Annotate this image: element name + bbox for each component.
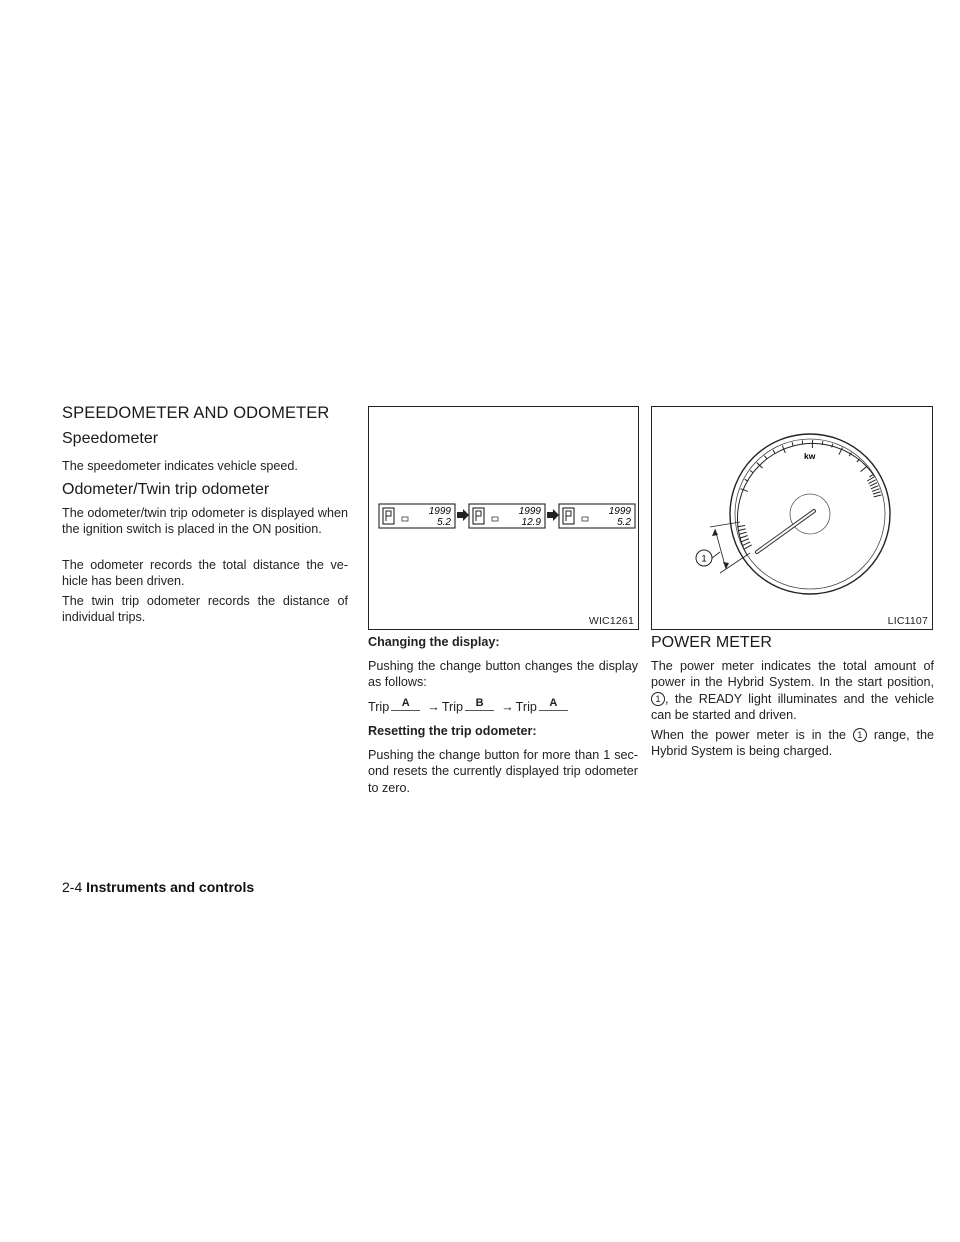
callout-1-icon: 1 [651,692,665,706]
pm-p2a: When the power meter is in the [651,728,846,742]
odometer-paragraph-3: The twin trip odometer records the distance of individual trips. [62,594,348,625]
power-meter-figure [651,406,933,630]
resetting-text: Pushing the change button for more than 1 sec-ond resets the currently displayed trip odometer to zero. [368,748,638,795]
arrow-icon [547,509,559,521]
page-number: 2-4 [62,879,83,895]
odometer-display [559,504,635,528]
arrow-icon [457,509,469,521]
power-meter-paragraph-1 [651,658,934,724]
changing-text: Pushing the change button changes the display as follows: [368,659,638,690]
arrow: → [427,700,440,714]
trip-sequence [368,696,573,714]
odometer-display-figure [368,406,639,630]
figure-code: LIC1107 [887,615,928,627]
pm-p1a: The power meter indicates the total amount of power in the Hybrid System. In the start position, [651,659,934,690]
kw-label: kw [804,451,816,461]
trip-a-label: A [539,698,568,711]
odo-value: 1999 [608,506,631,517]
figure-code: WIC1261 [588,615,634,627]
trip-value: 12.9 [521,517,541,528]
trip-value: 5.2 [437,517,451,528]
resetting-heading: Resetting the trip odometer: [368,724,537,738]
arrow: → [501,700,514,714]
odometer-sequence-illustration [369,407,638,629]
changing-heading: Changing the display: [368,635,500,649]
section-heading: SPEEDOMETER AND ODOMETER [62,404,330,422]
odo-value: 1999 [428,506,451,517]
pm-p2b: range, the Hybrid System is being charged. [651,728,935,759]
callout-1-icon: 1 [853,728,867,742]
page-footer [62,879,254,895]
odometer-paragraph-1: The odometer/twin trip odometer is displayed when the ignition switch is placed in the ON position. [62,506,348,537]
section-name: Instruments and controls [86,879,255,895]
power-meter-heading: POWER METER [651,634,772,651]
trip-word: Trip [441,700,464,714]
odometer-display [379,504,455,528]
trip-b-label: B [465,698,494,711]
pm-p1b: , the READY light illuminates and the vehicle can be started and driven. [651,691,934,723]
odometer-title: Odometer/Twin trip odometer [62,481,270,498]
odometer-display [469,504,545,528]
speedometer-text: The speedometer indicates vehicle speed. [62,459,298,473]
speedometer-title: Speedometer [62,430,159,447]
callout-1: 1 [701,553,707,565]
odometer-paragraph-2: The odometer records the total distance the ve-hicle has been driven. [62,558,348,589]
power-meter-gauge [652,407,932,629]
trip-word: Trip [515,700,537,714]
power-meter-paragraph-2 [651,727,934,760]
trip-word: Trip [368,700,390,714]
trip-value: 5.2 [617,517,631,528]
trip-a-label: A [391,698,420,711]
odo-value: 1999 [518,506,541,517]
